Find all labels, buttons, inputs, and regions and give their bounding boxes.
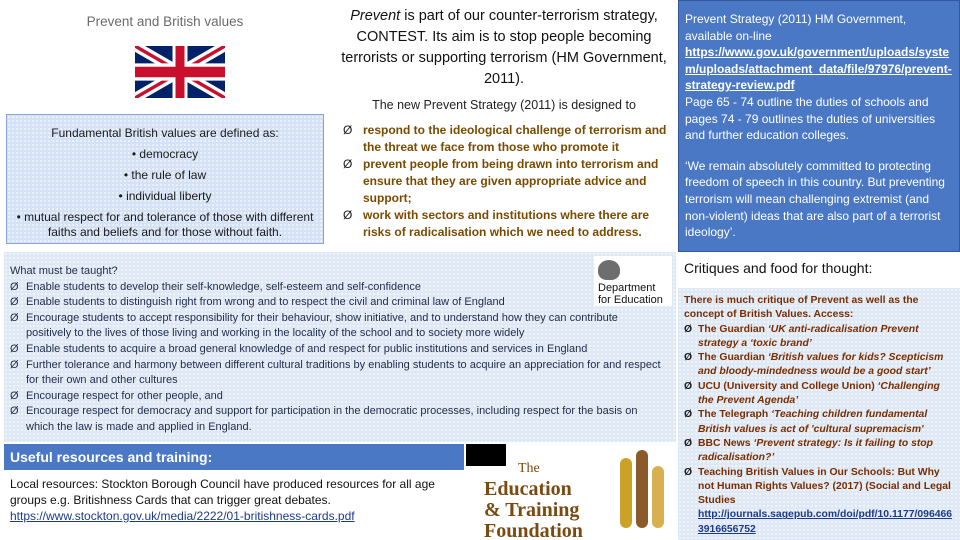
list-item bbox=[684, 380, 954, 409]
critique-source: UCU (University and College Union) bbox=[698, 380, 875, 392]
bullet-text: respond to the ideological challenge of terrorism and the threat we face from those who promote it bbox=[363, 123, 667, 154]
critique-title: ‘British values for kids? Scepticism and bloody-mindedness would be a good start’ bbox=[698, 352, 944, 378]
bullet-text: Enable students to acquire a broad general knowledge of and respect for public institutions and services in England bbox=[26, 342, 588, 355]
list-item bbox=[10, 404, 666, 435]
arrow-bullet-icon: Ø bbox=[10, 342, 19, 355]
critique-title: ‘Teaching children fundamental British values is act of 'cultural supremacism' bbox=[698, 409, 928, 435]
union-flag-icon bbox=[135, 46, 225, 98]
list-item bbox=[339, 156, 673, 207]
list-item bbox=[684, 466, 954, 537]
taught-list bbox=[10, 280, 666, 436]
pages-text: Page 65 - 74 outline the duties of schools and pages 74 - 79 outlines the duties of universities and further education colleges. bbox=[685, 94, 936, 143]
strategy-reference-box bbox=[678, 0, 960, 252]
etf-logo bbox=[466, 444, 676, 540]
taught-question: What must be taught? bbox=[10, 265, 118, 277]
critiques-intro: There is much critique of Prevent as well as the concept of British Values. Access: bbox=[684, 295, 919, 321]
etf-line1: The bbox=[518, 461, 540, 476]
value-item: • mutual respect for and tolerance of those with different faiths and beliefs and for those without faith. bbox=[16, 210, 314, 239]
reference-text: Prevent Strategy (2011) HM Government, available on-line bbox=[685, 12, 907, 43]
critique-source: BBC News bbox=[698, 437, 751, 449]
list-item bbox=[10, 311, 666, 342]
critiques-box bbox=[678, 288, 960, 540]
value-item: • individual liberty bbox=[118, 189, 212, 203]
bullet-text: Enable students to distinguish right from wrong and to respect the civil and criminal law of England bbox=[26, 296, 505, 309]
strategy-subheading: The new Prevent Strategy (2011) is designed to bbox=[372, 98, 636, 112]
resources-heading: Useful resources and training: bbox=[4, 444, 464, 470]
prevent-em: Prevent bbox=[350, 8, 401, 24]
title-panel bbox=[0, 0, 330, 106]
arrow-bullet-icon: Ø bbox=[684, 352, 693, 364]
arrow-bullet-icon: Ø bbox=[684, 380, 693, 392]
list-item bbox=[339, 207, 673, 241]
critique-source: The Guardian bbox=[698, 323, 765, 335]
contest-intro bbox=[339, 6, 669, 90]
britishness-cards-link[interactable]: https://www.stockton.gov.uk/media/2222/01-britishness-cards.pdf bbox=[10, 509, 355, 523]
etf-line4: Foundation bbox=[484, 520, 583, 540]
critique-source: The Guardian bbox=[698, 352, 765, 364]
bullet-text: work with sectors and institutions where there are risks of radicalisation which we need to address. bbox=[363, 208, 650, 239]
list-item bbox=[339, 122, 673, 156]
british-values-box bbox=[6, 114, 324, 244]
arrow-bullet-icon: Ø bbox=[684, 409, 693, 421]
arrow-bullet-icon: Ø bbox=[343, 208, 353, 222]
list-item bbox=[684, 351, 954, 380]
list-item bbox=[684, 323, 954, 352]
list-item bbox=[10, 342, 666, 358]
list-item bbox=[10, 358, 666, 389]
arrow-bullet-icon: Ø bbox=[10, 280, 19, 293]
quote-text: ‘We remain absolutely committed to protecting freedom of speech in this country. But preventing terrorism will mean challenging extremist (and non-violent) ideas that are also part of a terrorist ideology’. bbox=[685, 158, 945, 240]
bullet-text: Encourage students to accept responsibility for their behaviour, show initiative, and to understand how they can contribute positively to the lives of those living and working in the locality of the school and to society more widely bbox=[26, 311, 618, 340]
values-heading: Fundamental British values are defined as: bbox=[51, 126, 279, 140]
list-item bbox=[10, 389, 666, 405]
arrow-bullet-icon: Ø bbox=[684, 323, 693, 335]
value-item: • the rule of law bbox=[123, 168, 207, 182]
critique-title: ‘UK anti-radicalisation Prevent strategy a ‘toxic brand’ bbox=[698, 323, 919, 349]
critique-title: ‘Prevent strategy: Is it failing to stop radicalisation?’ bbox=[698, 437, 933, 464]
value-item: • democracy bbox=[131, 147, 199, 161]
bullet-text: Encourage respect for democracy and support for participation in the democratic processes, including respect for the basis on which the law is made and applied in England. bbox=[26, 405, 638, 433]
bullet-text: prevent people from being drawn into terrorism and ensure that they are given appropriate advice and support; bbox=[363, 157, 659, 205]
critiques-heading: Critiques and food for thought: bbox=[678, 252, 960, 288]
list-item bbox=[684, 408, 954, 437]
strategy-bullet-list bbox=[339, 122, 673, 241]
etf-wordmark bbox=[484, 458, 624, 540]
arrow-bullet-icon: Ø bbox=[10, 405, 19, 418]
arrow-bullet-icon: Ø bbox=[343, 157, 353, 171]
bullet-text: Enable students to develop their self-knowledge, self-esteem and self-confidence bbox=[26, 280, 422, 293]
sagepub-link[interactable]: http://journals.sagepub.com/doi/pdf/10.1177/0964663916656752 bbox=[698, 509, 953, 535]
critique-source: Teaching British Values in Our Schools: But Why not Human Rights Values? (2017) (Social and Legal Studies bbox=[698, 466, 951, 507]
what-must-be-taught-box bbox=[4, 252, 676, 442]
list-item bbox=[684, 437, 954, 466]
list-item bbox=[10, 295, 666, 311]
etf-line2: Education bbox=[484, 478, 572, 500]
resources-body bbox=[4, 470, 464, 540]
arrow-bullet-icon: Ø bbox=[10, 358, 19, 371]
strategy-pdf-link[interactable]: https://www.gov.uk/government/uploads/system/uploads/attachment_data/file/97976/prevent-strategy-review.pdf bbox=[685, 45, 952, 93]
contest-panel bbox=[335, 0, 673, 244]
critiques-list bbox=[684, 323, 954, 537]
arrow-bullet-icon: Ø bbox=[10, 296, 19, 309]
resources-text: Local resources: Stockton Borough Council have produced resources for all age groups e.g. Britishness Cards that can trigger great debates. bbox=[10, 477, 435, 507]
etf-line3: & Training bbox=[484, 499, 580, 521]
critique-title: ‘Challenging the Prevent Agenda’ bbox=[698, 380, 940, 407]
bullet-text: Further tolerance and harmony between different cultural traditions by enabling students to acquire an appreciation for and respect for their own and other cultures bbox=[26, 358, 661, 387]
dfe-line1: Department bbox=[598, 282, 656, 294]
list-item bbox=[10, 280, 666, 296]
page-title: Prevent and British values bbox=[86, 14, 244, 29]
contest-intro-text: is part of our counter-terrorism strategy, CONTEST. Its aim is to stop people becoming terrorists or supporting terrorism (HM Government, 2011). bbox=[341, 8, 667, 87]
arrow-bullet-icon: Ø bbox=[684, 437, 693, 449]
people-bars-icon bbox=[616, 448, 672, 534]
critique-source: The Telegraph bbox=[698, 409, 769, 421]
bullet-text: Encourage respect for other people, and bbox=[26, 389, 223, 402]
arrow-bullet-icon: Ø bbox=[684, 466, 693, 478]
dfe-line2: for Education bbox=[598, 294, 663, 306]
arrow-bullet-icon: Ø bbox=[10, 311, 19, 324]
crest-icon bbox=[598, 260, 620, 280]
arrow-bullet-icon: Ø bbox=[10, 389, 19, 402]
arrow-bullet-icon: Ø bbox=[343, 123, 353, 137]
